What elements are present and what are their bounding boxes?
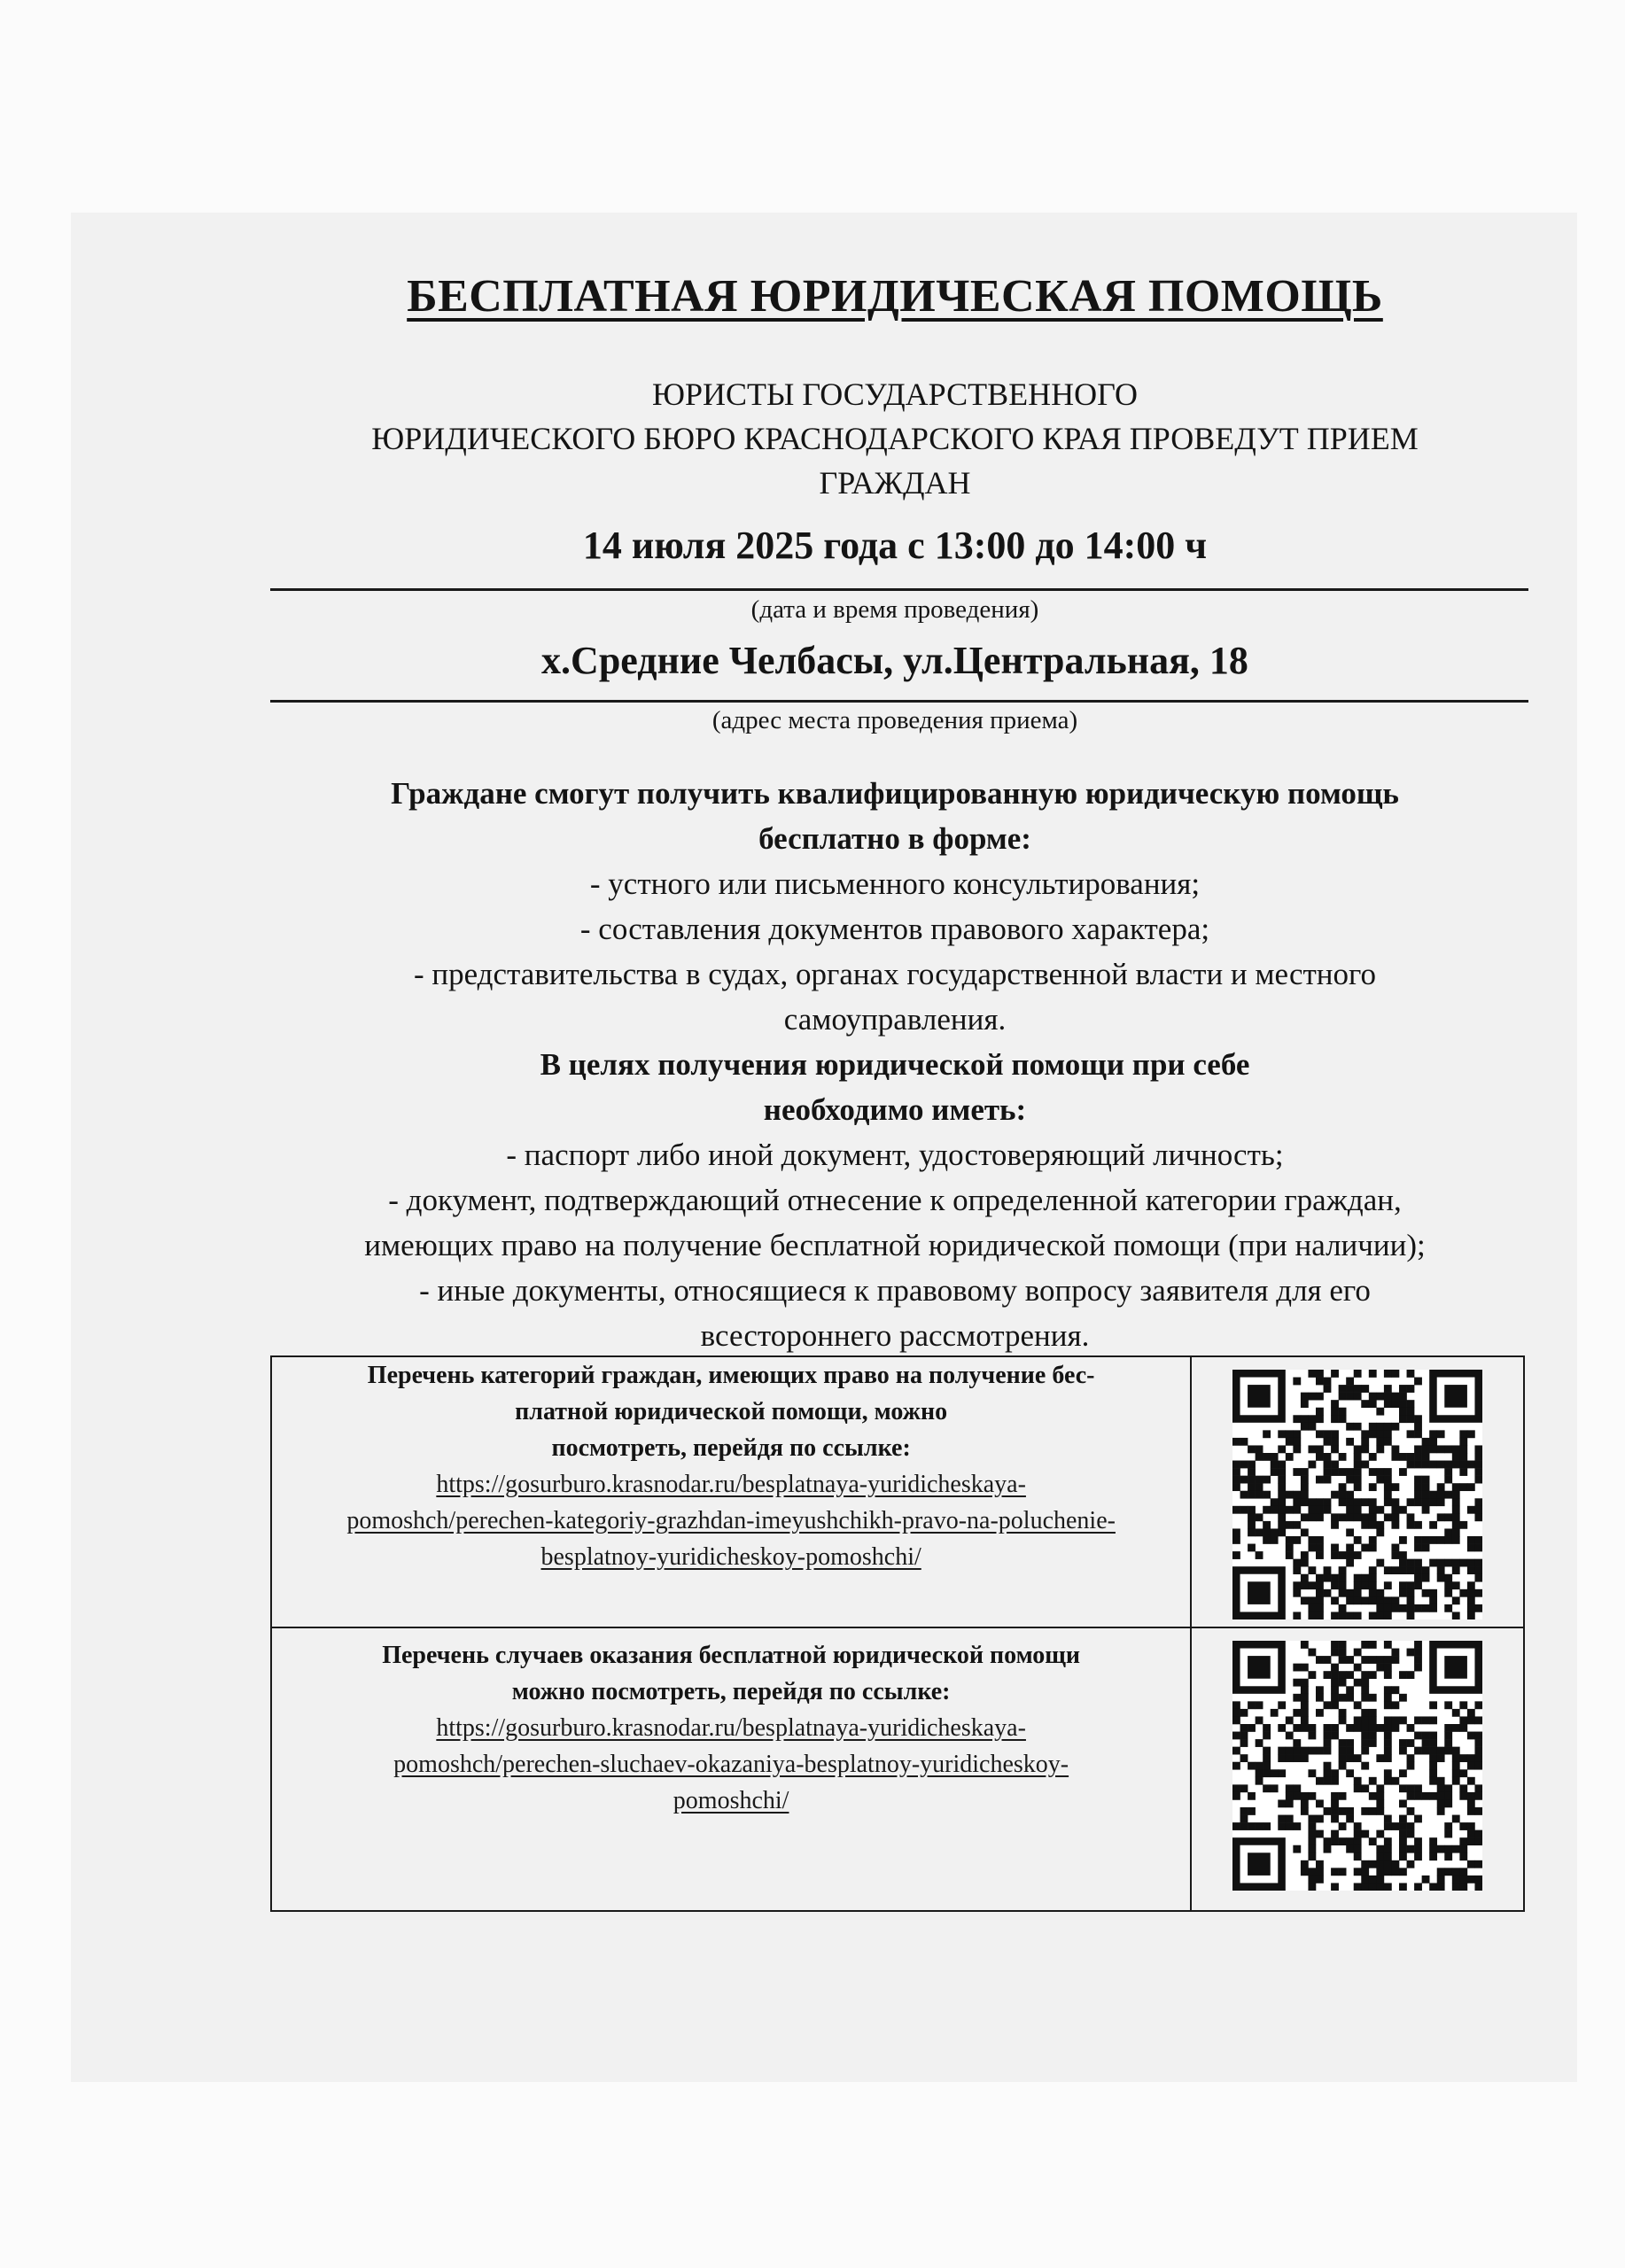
link-url[interactable]: pomoshchi/ (673, 1787, 789, 1814)
subtitle-line: ГРАЖДАН (819, 465, 971, 501)
requirement-item: - документ, подтверждающий отнесение к определенной категории граждан, (388, 1183, 1402, 1217)
links-table-row (271, 1356, 1524, 1627)
help-forms-heading: Граждане смогут получить квалифицированную юридическую помощь (391, 776, 1399, 811)
link-url[interactable]: pomoshch/perechen-kategoriy-grazhdan-imeyushchikh-pravo-na-poluchenie- (346, 1507, 1116, 1534)
link-cell (271, 1627, 1191, 1911)
link-url[interactable]: https://gosurburo.krasnodar.ru/besplatnaya-yuridicheskaya- (436, 1714, 1026, 1742)
requirement-item: имеющих право на получение бесплатной юридической помощи (при наличии); (364, 1228, 1426, 1262)
requirements-heading: необходимо иметь: (763, 1092, 1027, 1127)
address-caption: (адрес места проведения приема) (711, 706, 1078, 734)
event-datetime: 14 июля 2025 года с 13:00 до 14:00 ч (582, 524, 1208, 567)
link-heading: Перечень категорий граждан, имеющих право на получение бес- (367, 1362, 1095, 1389)
subtitle-line: ЮРИСТЫ ГОСУДАРСТВЕННОГО (651, 377, 1139, 412)
subtitle (248, 372, 1542, 505)
link-heading: платной юридической помощи, можно (515, 1398, 948, 1425)
requirement-item: - паспорт либо иной документ, удостоверяющий личность; (506, 1138, 1284, 1172)
help-form-item: - устного или письменного консультирования; (589, 866, 1201, 901)
subtitle-line: ЮРИДИЧЕСКОГО БЮРО КРАСНОДАРСКОГО КРАЯ ПРОВЕДУТ ПРИЕМ (371, 421, 1419, 456)
qr-cell (1191, 1627, 1524, 1911)
links-table-row (271, 1627, 1524, 1911)
link-url[interactable]: besplatnoy-yuridicheskoy-pomoshchi/ (540, 1543, 921, 1571)
help-forms-heading: бесплатно в форме: (758, 821, 1031, 856)
requirement-item: - иные документы, относящиеся к правовому вопросу заявителя для его (419, 1273, 1371, 1308)
link-heading: посмотреть, перейдя по ссылке: (551, 1434, 911, 1462)
links-table (270, 1355, 1525, 1912)
requirements-heading: В целях получения юридической помощи при себе (540, 1047, 1250, 1082)
link-heading: можно посмотреть, перейдя по ссылке: (511, 1678, 951, 1705)
requirement-item: всестороннего рассмотрения. (700, 1318, 1090, 1353)
help-form-item: самоуправления. (783, 1002, 1007, 1037)
event-address: х.Средние Челбасы, ул.Центральная, 18 (541, 639, 1248, 682)
page-title: БЕСПЛАТНАЯ ЮРИДИЧЕСКАЯ ПОМОЩЬ (407, 271, 1383, 322)
qr-code-icon[interactable] (1232, 1641, 1482, 1891)
link-cell (271, 1356, 1191, 1627)
qr-code-icon[interactable] (1232, 1370, 1482, 1619)
body-text (257, 771, 1533, 1358)
datetime-underline (270, 588, 1528, 591)
help-form-item: - представительства в судах, органах государственной власти и местного (413, 957, 1377, 991)
link-heading: Перечень случаев оказания бесплатной юридической помощи (382, 1642, 1081, 1669)
link-url[interactable]: pomoshch/perechen-sluchaev-okazaniya-besplatnoy-yuridicheskoy- (393, 1751, 1069, 1778)
link-url[interactable]: https://gosurburo.krasnodar.ru/besplatnaya-yuridicheskaya- (436, 1471, 1026, 1498)
help-form-item: - составления документов правового характера; (579, 912, 1210, 946)
address-underline (270, 700, 1528, 703)
datetime-caption: (дата и время проведения) (750, 595, 1039, 624)
qr-cell (1191, 1356, 1524, 1627)
